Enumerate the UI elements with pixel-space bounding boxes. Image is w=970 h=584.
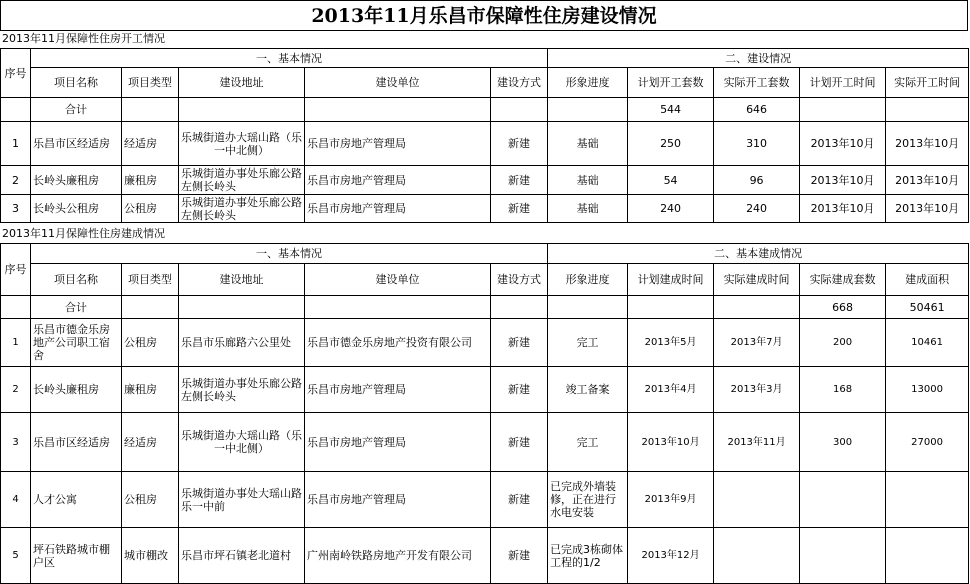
row-unit: 乐昌市房地产管理局 — [305, 413, 491, 472]
row-progress: 已完成外墙装修，正在进行水电安装 — [548, 472, 628, 528]
row-unit: 乐昌市房地产管理局 — [305, 367, 491, 413]
column-header: 实际开工时间 — [886, 68, 969, 98]
row-progress: 基础 — [548, 166, 628, 195]
row-actual-units: 200 — [800, 319, 886, 367]
table-row — [1, 319, 969, 367]
row-type: 公租房 — [122, 319, 179, 367]
row-planned-time: 2013年10月 — [800, 195, 886, 223]
row-seq: 2 — [1, 166, 31, 195]
section2-subtitle: 2013年11月保障性住房建成情况 — [2, 227, 165, 240]
row-unit: 乐昌市德金乐房地产投资有限公司 — [305, 319, 491, 367]
row-method: 新建 — [491, 528, 548, 584]
row-type: 公租房 — [122, 472, 179, 528]
row-address: 乐城街道办大瑶山路（乐一中北侧） — [179, 413, 305, 472]
row-progress: 基础 — [548, 195, 628, 223]
row-seq: 3 — [1, 413, 31, 472]
row-seq: 2 — [1, 367, 31, 413]
row-actual-time — [714, 472, 800, 528]
row-seq: 1 — [1, 319, 31, 367]
row-area: 10461 — [886, 319, 969, 367]
row-method: 新建 — [491, 472, 548, 528]
group-progress-header: 二、建设情况 — [548, 49, 969, 68]
row-actual-units: 240 — [714, 195, 800, 223]
table-row — [1, 367, 969, 413]
row-name: 长岭头廉租房 — [31, 166, 122, 195]
column-header: 实际建成套数 — [800, 264, 886, 296]
row-planned-time: 2013年9月 — [628, 472, 714, 528]
column-header: 项目名称 — [31, 68, 122, 98]
column-headers — [1, 68, 969, 98]
row-name: 乐昌市德金乐房地产公司职工宿舍 — [31, 319, 122, 367]
row-seq: 1 — [1, 122, 31, 166]
row-method: 新建 — [491, 413, 548, 472]
table-row — [1, 122, 969, 166]
table-row — [1, 413, 969, 472]
row-name: 长岭头廉租房 — [31, 367, 122, 413]
column-header: 计划开工套数 — [628, 68, 714, 98]
row-progress: 完工 — [548, 319, 628, 367]
row-type: 廉租房 — [122, 166, 179, 195]
column-header: 形象进度 — [548, 68, 628, 98]
row-actual-units: 96 — [714, 166, 800, 195]
row-actual-time: 2013年10月 — [886, 195, 969, 223]
row-name: 乐昌市区经适房 — [31, 413, 122, 472]
row-method: 新建 — [491, 166, 548, 195]
row-planned-units: 250 — [628, 122, 714, 166]
row-planned-units: 240 — [628, 195, 714, 223]
row-type: 经适房 — [122, 122, 179, 166]
column-header: 建成面积 — [886, 264, 969, 296]
total-actual-units: 668 — [800, 296, 886, 319]
row-actual-units: 300 — [800, 413, 886, 472]
row-type: 廉租房 — [122, 367, 179, 413]
total-label: 合计 — [31, 296, 122, 319]
column-headers — [1, 264, 969, 296]
row-type: 公租房 — [122, 195, 179, 223]
row-address: 乐昌市乐廊路六公里处 — [179, 319, 305, 367]
column-header: 建设单位 — [305, 264, 491, 296]
row-name: 坪石铁路城市棚户区 — [31, 528, 122, 584]
column-header: 计划建成时间 — [628, 264, 714, 296]
row-area: 13000 — [886, 367, 969, 413]
table-row — [1, 528, 969, 584]
row-area — [886, 528, 969, 584]
row-unit: 乐昌市房地产管理局 — [305, 166, 491, 195]
row-seq: 4 — [1, 472, 31, 528]
row-progress: 竣工备案 — [548, 367, 628, 413]
row-actual-time — [714, 528, 800, 584]
row-actual-time: 2013年3月 — [714, 367, 800, 413]
seq-header: 序号 — [1, 49, 31, 98]
group-basic-header: 一、基本情况 — [31, 244, 548, 264]
group-progress-header: 二、基本建成情况 — [548, 244, 969, 264]
row-method: 新建 — [491, 319, 548, 367]
total-actual-units: 646 — [714, 98, 800, 122]
row-planned-time: 2013年10月 — [800, 166, 886, 195]
row-area: 27000 — [886, 413, 969, 472]
table-row — [1, 166, 969, 195]
row-type: 经适房 — [122, 413, 179, 472]
row-planned-time: 2013年12月 — [628, 528, 714, 584]
row-unit: 广州南岭铁路房地产开发有限公司 — [305, 528, 491, 584]
row-actual-time: 2013年10月 — [886, 122, 969, 166]
row-planned-time: 2013年4月 — [628, 367, 714, 413]
start-table — [0, 48, 969, 223]
group-basic-header: 一、基本情况 — [31, 49, 548, 68]
seq-header: 序号 — [1, 244, 31, 296]
column-header: 实际开工套数 — [714, 68, 800, 98]
row-actual-time: 2013年7月 — [714, 319, 800, 367]
row-planned-time: 2013年10月 — [628, 413, 714, 472]
column-header: 建设方式 — [491, 264, 548, 296]
column-header: 建设地址 — [179, 264, 305, 296]
row-planned-time: 2013年5月 — [628, 319, 714, 367]
row-name: 长岭头公租房 — [31, 195, 122, 223]
row-name: 乐昌市区经适房 — [31, 122, 122, 166]
row-planned-units: 54 — [628, 166, 714, 195]
row-progress: 已完成3栋砌体工程的1/2 — [548, 528, 628, 584]
row-address: 乐城街道办事处乐廊公路左侧长岭头 — [179, 195, 305, 223]
total-row — [1, 296, 969, 319]
column-header: 形象进度 — [548, 264, 628, 296]
row-address: 乐城街道办事处乐廊公路左侧长岭头 — [179, 367, 305, 413]
row-progress: 基础 — [548, 122, 628, 166]
column-header: 项目类型 — [122, 264, 179, 296]
column-header: 项目名称 — [31, 264, 122, 296]
column-header: 实际建成时间 — [714, 264, 800, 296]
row-address: 乐城街道办大瑶山路（乐一中北侧） — [179, 122, 305, 166]
row-actual-units — [800, 528, 886, 584]
row-actual-units: 310 — [714, 122, 800, 166]
row-method: 新建 — [491, 367, 548, 413]
row-method: 新建 — [491, 122, 548, 166]
page-title: 2013年11月乐昌市保障性住房建设情况 — [0, 0, 968, 31]
total-area: 50461 — [886, 296, 969, 319]
row-seq: 5 — [1, 528, 31, 584]
total-row — [1, 98, 969, 122]
row-unit: 乐昌市房地产管理局 — [305, 472, 491, 528]
total-planned-units: 544 — [628, 98, 714, 122]
row-address: 乐城街道办事处大瑶山路乐一中前 — [179, 472, 305, 528]
row-area — [886, 472, 969, 528]
row-name: 人才公寓 — [31, 472, 122, 528]
column-header: 计划开工时间 — [800, 68, 886, 98]
column-header: 建设单位 — [305, 68, 491, 98]
table-row — [1, 195, 969, 223]
row-seq: 3 — [1, 195, 31, 223]
row-address: 乐昌市坪石镇老北道村 — [179, 528, 305, 584]
section1-subtitle: 2013年11月保障性住房开工情况 — [2, 32, 165, 45]
completion-table — [0, 243, 969, 584]
row-actual-units: 168 — [800, 367, 886, 413]
row-unit: 乐昌市房地产管理局 — [305, 122, 491, 166]
column-header: 建设方式 — [491, 68, 548, 98]
row-type: 城市棚改 — [122, 528, 179, 584]
total-label: 合计 — [31, 98, 122, 122]
row-method: 新建 — [491, 195, 548, 223]
row-actual-time: 2013年11月 — [714, 413, 800, 472]
row-address: 乐城街道办事处乐廊公路左侧长岭头 — [179, 166, 305, 195]
row-actual-units — [800, 472, 886, 528]
column-header: 项目类型 — [122, 68, 179, 98]
column-header: 建设地址 — [179, 68, 305, 98]
row-unit: 乐昌市房地产管理局 — [305, 195, 491, 223]
row-actual-time: 2013年10月 — [886, 166, 969, 195]
row-progress: 完工 — [548, 413, 628, 472]
row-planned-time: 2013年10月 — [800, 122, 886, 166]
table-row — [1, 472, 969, 528]
